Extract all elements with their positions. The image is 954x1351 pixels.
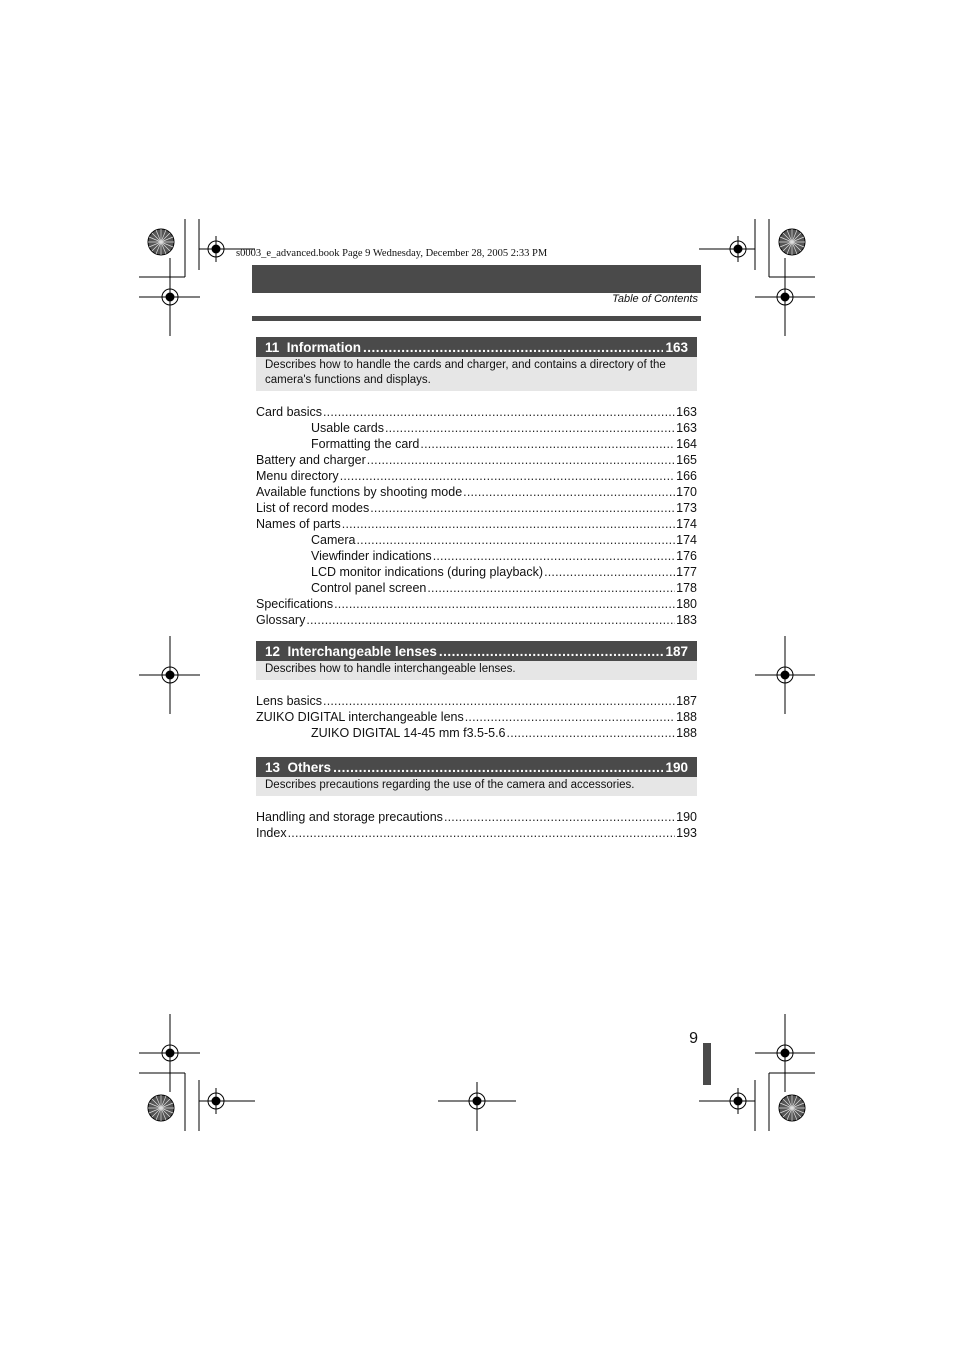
chapter-number: 11 bbox=[265, 339, 280, 355]
entry-title: Names of parts bbox=[256, 517, 341, 531]
chapter-heading[interactable] bbox=[256, 641, 697, 661]
entry-page: 178 bbox=[676, 581, 697, 595]
toc-entry[interactable] bbox=[256, 500, 697, 516]
chapter-page: 163 bbox=[665, 339, 688, 355]
header-band bbox=[252, 265, 701, 293]
chapter-title: Interchangeable lenses bbox=[287, 643, 437, 659]
entry-page: 163 bbox=[676, 405, 697, 419]
entry-page: 163 bbox=[676, 421, 697, 435]
entry-title: Usable cards bbox=[311, 421, 384, 435]
entry-page: 174 bbox=[676, 533, 697, 547]
entry-page: 193 bbox=[676, 826, 697, 840]
toc-entries bbox=[256, 693, 697, 741]
chapter-13-section bbox=[256, 757, 697, 841]
thumb-tab bbox=[703, 1043, 711, 1085]
toc-entry[interactable] bbox=[256, 612, 697, 628]
entry-page: 170 bbox=[676, 485, 697, 499]
chapter-page: 187 bbox=[665, 643, 688, 659]
toc-subentry[interactable] bbox=[256, 564, 697, 580]
entry-title: Camera bbox=[311, 533, 356, 547]
toc-subentry[interactable] bbox=[256, 436, 697, 452]
toc-entry[interactable] bbox=[256, 809, 697, 825]
dot-leader bbox=[439, 644, 664, 659]
entry-title: Available functions by shooting mode bbox=[256, 485, 463, 499]
chapter-number: 12 bbox=[265, 643, 281, 659]
entry-page: 176 bbox=[676, 549, 697, 563]
toc-entry[interactable] bbox=[256, 516, 697, 532]
print-slug: s0003_e_advanced.book Page 9 Wednesday, December 28, 2005 2:33 PM bbox=[236, 248, 548, 259]
page-number: 9 bbox=[689, 1030, 698, 1047]
toc-subentry[interactable] bbox=[256, 725, 697, 741]
toc-entry[interactable] bbox=[256, 404, 697, 420]
entry-title: Glossary bbox=[256, 613, 306, 627]
entry-title: Handling and storage precautions bbox=[256, 810, 443, 824]
chapter-12-section bbox=[256, 641, 697, 741]
entry-title: Formatting the card bbox=[311, 437, 420, 451]
chapter-11-section bbox=[256, 337, 697, 628]
entry-page: 177 bbox=[676, 565, 697, 579]
entry-title: LCD monitor indications (during playback) bbox=[311, 565, 544, 579]
entry-title: Battery and charger bbox=[256, 453, 366, 467]
entry-page: 173 bbox=[676, 501, 697, 515]
chapter-number: 13 bbox=[265, 759, 281, 775]
entry-title: Lens basics bbox=[256, 694, 323, 708]
entry-title: Viewfinder indications bbox=[311, 549, 432, 563]
entry-title: Index bbox=[256, 826, 287, 840]
header-rule bbox=[252, 316, 701, 321]
chapter-title: Others bbox=[287, 759, 332, 775]
entry-page: 166 bbox=[676, 469, 697, 483]
chapter-heading[interactable] bbox=[256, 337, 697, 357]
chapter-heading[interactable] bbox=[256, 757, 697, 777]
toc-entry[interactable] bbox=[256, 484, 697, 500]
entry-page: 164 bbox=[676, 437, 697, 451]
toc-entries bbox=[256, 404, 697, 628]
chapter-description: Describes how to handle interchangeable lenses. bbox=[256, 661, 697, 680]
toc-entry[interactable] bbox=[256, 825, 697, 841]
chapter-description: Describes how to handle the cards and charger, and contains a directory of the camera's functions and displays. bbox=[256, 357, 697, 391]
toc-subentry[interactable] bbox=[256, 532, 697, 548]
chapter-description: Describes precautions regarding the use of the camera and accessories. bbox=[256, 777, 697, 796]
toc-entry[interactable] bbox=[256, 452, 697, 468]
entry-page: 187 bbox=[676, 694, 697, 708]
entry-title: ZUIKO DIGITAL 14-45 mm f3.5-5.6 bbox=[311, 726, 506, 740]
toc-subentry[interactable] bbox=[256, 580, 697, 596]
running-title: Table of Contents bbox=[612, 293, 698, 305]
toc-entry[interactable] bbox=[256, 709, 697, 725]
toc-entry[interactable] bbox=[256, 596, 697, 612]
entry-title: Menu directory bbox=[256, 469, 339, 483]
toc-subentry[interactable] bbox=[256, 548, 697, 564]
entry-page: 188 bbox=[676, 710, 697, 724]
toc-subentry[interactable] bbox=[256, 420, 697, 436]
entry-page: 165 bbox=[676, 453, 697, 467]
entry-page: 183 bbox=[676, 613, 697, 627]
entry-title: Card basics bbox=[256, 405, 322, 419]
entry-page: 174 bbox=[676, 517, 697, 531]
entry-page: 188 bbox=[676, 726, 697, 740]
entry-title: Control panel screen bbox=[311, 581, 427, 595]
toc-entry[interactable] bbox=[256, 468, 697, 484]
chapter-title: Information bbox=[286, 339, 362, 355]
entry-title: Specifications bbox=[256, 597, 334, 611]
toc-entry[interactable] bbox=[256, 693, 697, 709]
entry-page: 180 bbox=[676, 597, 697, 611]
entry-title: List of record modes bbox=[256, 501, 370, 515]
chapter-page: 190 bbox=[665, 759, 688, 775]
entry-page: 190 bbox=[676, 810, 697, 824]
dot-leader bbox=[333, 760, 663, 775]
toc-entries bbox=[256, 809, 697, 841]
dot-leader bbox=[363, 340, 663, 355]
entry-title: ZUIKO DIGITAL interchangeable lens bbox=[256, 710, 464, 724]
